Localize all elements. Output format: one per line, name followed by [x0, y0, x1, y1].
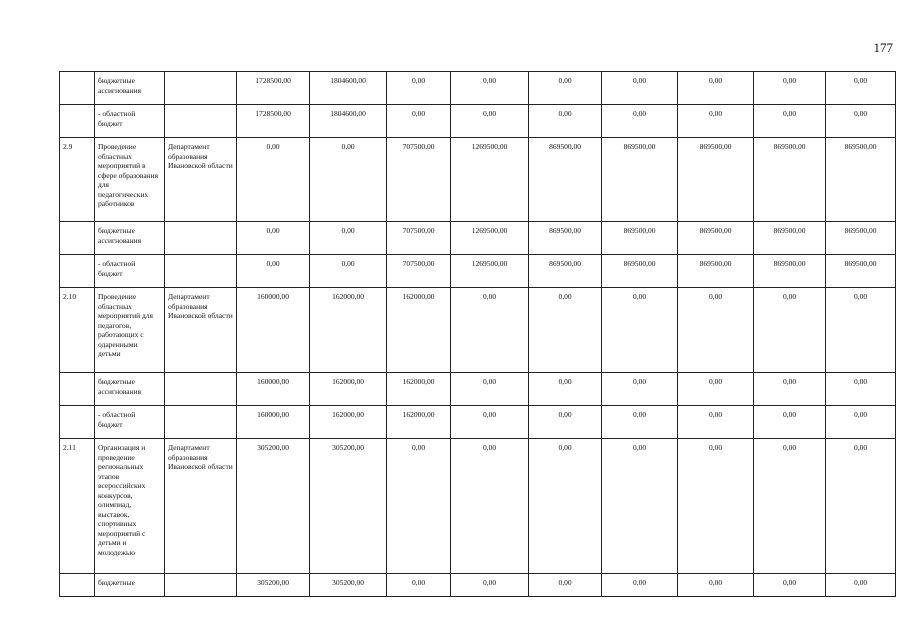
- row-executor-cell: Департамент образования Ивановской области: [165, 138, 237, 222]
- value-cell: 0,00: [678, 373, 754, 406]
- value-cell: 707500,00: [387, 222, 451, 255]
- value-cell: 0,00: [754, 439, 826, 574]
- table-row: [60, 255, 896, 288]
- value-cell: 0,00: [602, 72, 678, 105]
- value-cell: 0,00: [754, 406, 826, 439]
- value-cell: 869500,00: [826, 222, 896, 255]
- value-cell: 0,00: [754, 288, 826, 373]
- value-cell: 869500,00: [529, 222, 602, 255]
- value-cell: 0,00: [529, 105, 602, 138]
- table-row: [60, 406, 896, 439]
- table-row: [60, 72, 896, 105]
- value-cell: 1269500,00: [451, 138, 529, 222]
- row-code-cell: 2.9: [60, 138, 95, 222]
- row-name-cell: - областной бюджет: [95, 255, 165, 288]
- row-code-cell: [60, 105, 95, 138]
- value-cell: 0,00: [602, 574, 678, 597]
- row-executor-cell: [165, 105, 237, 138]
- table-row: [60, 373, 896, 406]
- row-executor-cell: [165, 373, 237, 406]
- value-cell: 869500,00: [754, 222, 826, 255]
- table-row: [60, 439, 896, 574]
- value-cell: 0,00: [678, 105, 754, 138]
- value-cell: 1804600,00: [310, 105, 387, 138]
- value-cell: 0,00: [678, 406, 754, 439]
- value-cell: 0,00: [826, 406, 896, 439]
- value-cell: 869500,00: [602, 222, 678, 255]
- value-cell: 0,00: [451, 288, 529, 373]
- value-cell: 0,00: [602, 105, 678, 138]
- value-cell: 0,00: [451, 439, 529, 574]
- row-code-cell: [60, 406, 95, 439]
- value-cell: 0,00: [529, 72, 602, 105]
- row-name-cell: - областной бюджет: [95, 105, 165, 138]
- row-name-cell: - областной бюджет: [95, 406, 165, 439]
- row-executor-cell: [165, 222, 237, 255]
- value-cell: 305200,00: [310, 574, 387, 597]
- row-executor-cell: Департамент образования Ивановской области: [165, 439, 237, 574]
- value-cell: 0,00: [237, 138, 310, 222]
- value-cell: 0,00: [678, 574, 754, 597]
- row-executor-cell: Департамент образования Ивановской области: [165, 288, 237, 373]
- row-executor-cell: [165, 255, 237, 288]
- row-executor-cell: [165, 72, 237, 105]
- value-cell: 1269500,00: [451, 222, 529, 255]
- value-cell: 0,00: [237, 255, 310, 288]
- value-cell: 305200,00: [237, 574, 310, 597]
- value-cell: 0,00: [387, 439, 451, 574]
- table-row: [60, 574, 896, 597]
- value-cell: 0,00: [602, 373, 678, 406]
- value-cell: 1804600,00: [310, 72, 387, 105]
- value-cell: 0,00: [678, 288, 754, 373]
- value-cell: 0,00: [678, 72, 754, 105]
- value-cell: 0,00: [754, 574, 826, 597]
- value-cell: 0,00: [826, 288, 896, 373]
- value-cell: 0,00: [451, 72, 529, 105]
- row-code-cell: [60, 373, 95, 406]
- row-executor-cell: [165, 406, 237, 439]
- row-name-cell: бюджетные ассигнования: [95, 72, 165, 105]
- value-cell: 0,00: [529, 288, 602, 373]
- value-cell: 707500,00: [387, 255, 451, 288]
- value-cell: 0,00: [310, 255, 387, 288]
- value-cell: 0,00: [451, 406, 529, 439]
- value-cell: 160000,00: [237, 406, 310, 439]
- value-cell: 869500,00: [826, 138, 896, 222]
- row-name-cell: Проведение областных мероприятий для педагогов, работающих с одаренными детьми: [95, 288, 165, 373]
- value-cell: 1269500,00: [451, 255, 529, 288]
- value-cell: 0,00: [387, 105, 451, 138]
- row-name-cell: бюджетные: [95, 574, 165, 597]
- row-name-cell: Организация и проведение региональных этапов всероссийских конкурсов, олимпиад, выставок, спортивных мероприятий с детьми и молодежью: [95, 439, 165, 574]
- value-cell: 0,00: [602, 439, 678, 574]
- row-name-cell: Проведение областных мероприятий в сфере образования для педагогических работников: [95, 138, 165, 222]
- row-name-cell: бюджетные ассигнования: [95, 373, 165, 406]
- value-cell: 0,00: [451, 373, 529, 406]
- value-cell: 0,00: [826, 439, 896, 574]
- value-cell: 0,00: [451, 574, 529, 597]
- value-cell: 0,00: [529, 439, 602, 574]
- page-number: 177: [873, 40, 893, 55]
- value-cell: 162000,00: [310, 288, 387, 373]
- value-cell: 160000,00: [237, 373, 310, 406]
- value-cell: 0,00: [826, 373, 896, 406]
- table-row: [60, 288, 896, 373]
- value-cell: 869500,00: [678, 138, 754, 222]
- value-cell: 0,00: [754, 105, 826, 138]
- value-cell: 707500,00: [387, 138, 451, 222]
- row-executor-cell: [165, 574, 237, 597]
- value-cell: 0,00: [529, 574, 602, 597]
- value-cell: 869500,00: [754, 255, 826, 288]
- value-cell: 0,00: [754, 72, 826, 105]
- value-cell: 869500,00: [754, 138, 826, 222]
- value-cell: 162000,00: [387, 373, 451, 406]
- value-cell: 305200,00: [310, 439, 387, 574]
- table-row: [60, 222, 896, 255]
- value-cell: 869500,00: [678, 222, 754, 255]
- value-cell: 869500,00: [826, 255, 896, 288]
- value-cell: 162000,00: [310, 373, 387, 406]
- row-code-cell: [60, 222, 95, 255]
- value-cell: 1728500,00: [237, 105, 310, 138]
- value-cell: 162000,00: [387, 406, 451, 439]
- table-row: [60, 138, 896, 222]
- value-cell: 0,00: [451, 105, 529, 138]
- value-cell: 0,00: [602, 406, 678, 439]
- value-cell: 0,00: [387, 574, 451, 597]
- value-cell: 0,00: [387, 72, 451, 105]
- row-code-cell: [60, 72, 95, 105]
- value-cell: 0,00: [754, 373, 826, 406]
- value-cell: 869500,00: [678, 255, 754, 288]
- value-cell: 0,00: [826, 105, 896, 138]
- value-cell: 0,00: [826, 72, 896, 105]
- value-cell: 869500,00: [529, 138, 602, 222]
- value-cell: 160000,00: [237, 288, 310, 373]
- value-cell: 162000,00: [387, 288, 451, 373]
- value-cell: 0,00: [826, 574, 896, 597]
- value-cell: 0,00: [529, 406, 602, 439]
- value-cell: 0,00: [529, 373, 602, 406]
- value-cell: 0,00: [310, 138, 387, 222]
- value-cell: 0,00: [310, 222, 387, 255]
- value-cell: 305200,00: [237, 439, 310, 574]
- value-cell: 162000,00: [310, 406, 387, 439]
- value-cell: 0,00: [602, 288, 678, 373]
- value-cell: 1728500,00: [237, 72, 310, 105]
- row-code-cell: [60, 574, 95, 597]
- row-name-cell: бюджетные ассигнования: [95, 222, 165, 255]
- value-cell: 869500,00: [529, 255, 602, 288]
- row-code-cell: [60, 255, 95, 288]
- table-row: [60, 105, 896, 138]
- value-cell: 869500,00: [602, 255, 678, 288]
- row-code-cell: 2.10: [60, 288, 95, 373]
- row-code-cell: 2.11: [60, 439, 95, 574]
- value-cell: 0,00: [237, 222, 310, 255]
- value-cell: 869500,00: [602, 138, 678, 222]
- value-cell: 0,00: [678, 439, 754, 574]
- budget-table: [59, 71, 896, 597]
